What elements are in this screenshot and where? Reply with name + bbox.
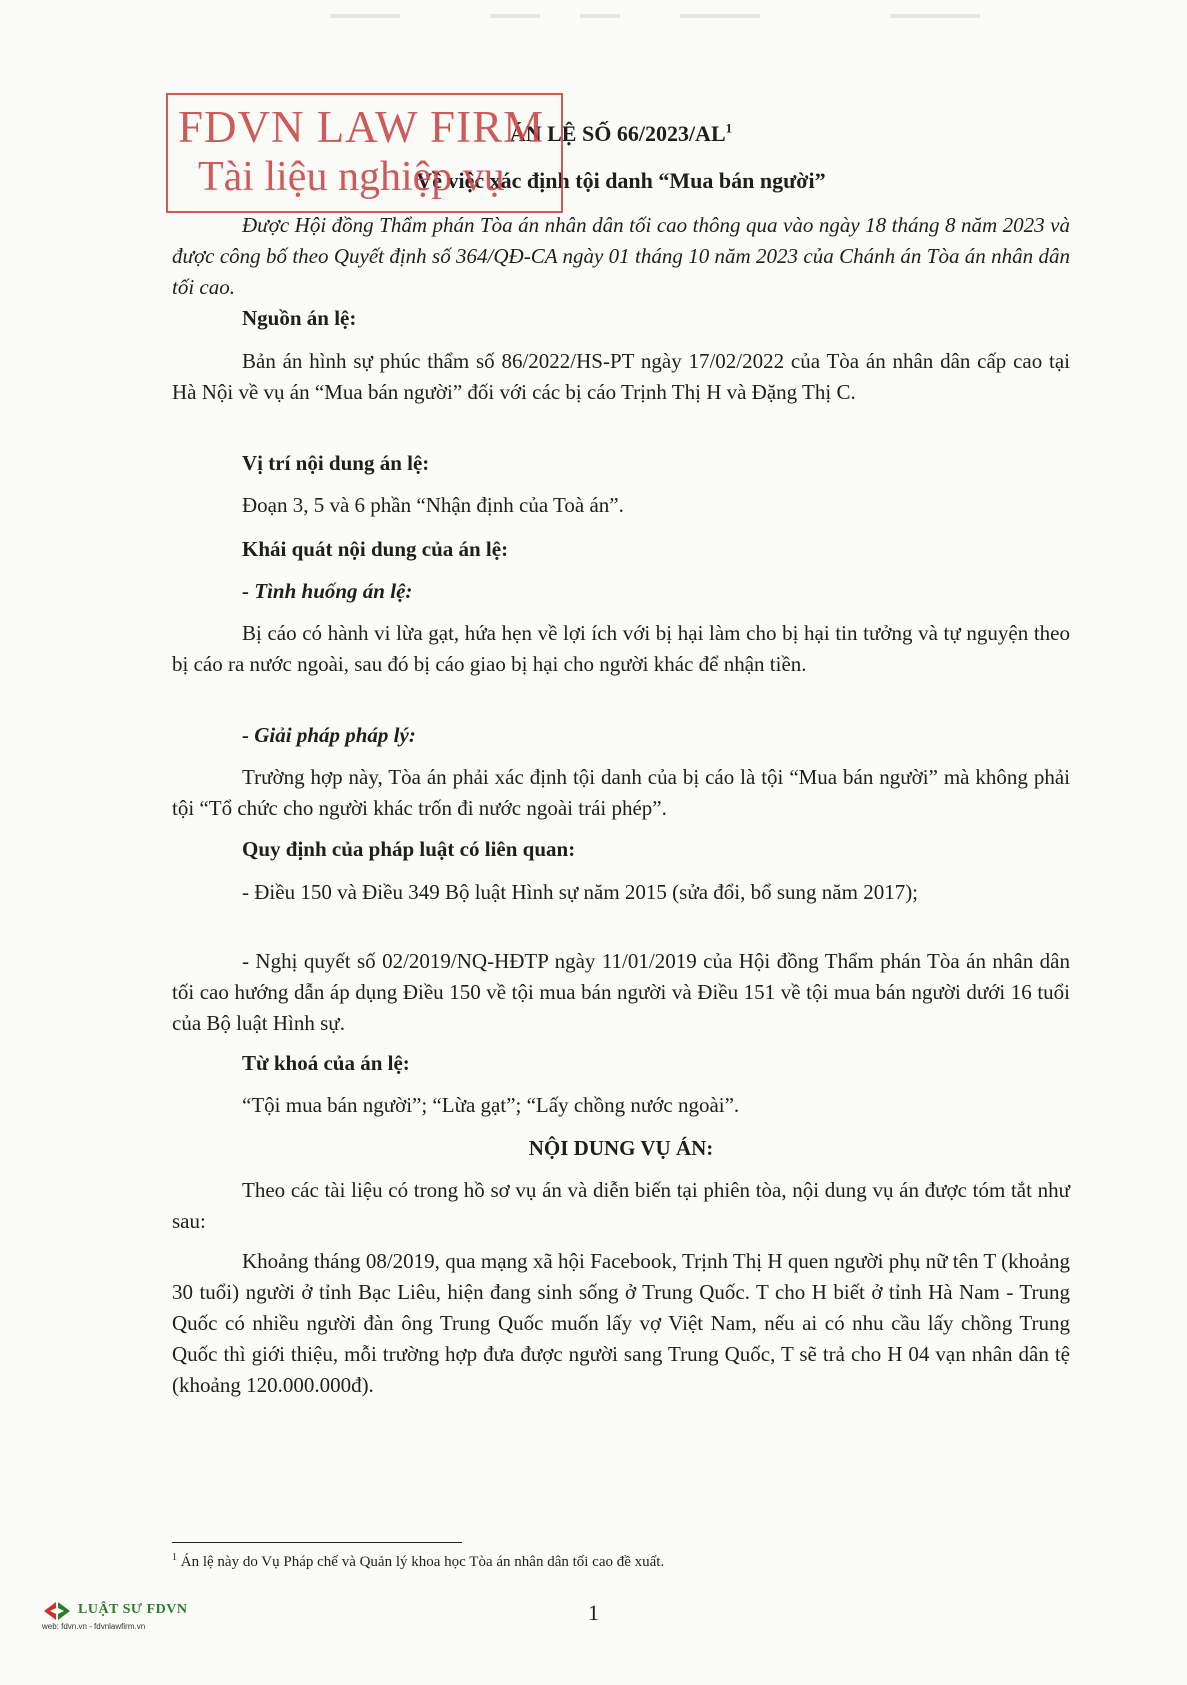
position-heading: Vị trí nội dung án lệ: bbox=[242, 451, 430, 475]
title-footnote-ref: 1 bbox=[725, 120, 733, 136]
footnote-divider bbox=[172, 1542, 462, 1543]
logo-web: web: fdvn.vn - fdvnlawfirm.vn bbox=[42, 1622, 146, 1631]
watermark-stamp bbox=[166, 93, 563, 213]
keywords-paragraph: “Tội mua bán người”; “Lừa gạt”; “Lấy chồng nước ngoài”. bbox=[242, 1093, 740, 1117]
position-paragraph: Đoạn 3, 5 và 6 phần “Nhận định của Toà án”. bbox=[242, 493, 624, 517]
watermark-line-1: FDVN LAW FIRM bbox=[178, 102, 545, 152]
solution-paragraph: Trường hợp này, Tòa án phải xác định tội danh của bị cáo là tội “Mua bán người” mà không phải tội “Tổ chức cho người khác trốn đi nước ngoài trái phép”. bbox=[172, 765, 1070, 820]
source-paragraph: Bản án hình sự phúc thẩm số 86/2022/HS-PT ngày 17/02/2022 của Tòa án nhân dân cấp cao tại Hà Nội về vụ án “Mua bán người” đối với các bị cáo Trịnh Thị H và Đặng Thị C. bbox=[172, 349, 1070, 404]
fdvn-logo bbox=[42, 1600, 212, 1638]
footnote-text: Án lệ này do Vụ Pháp chế và Quản lý khoa học Tòa án nhân dân tối cao đề xuất. bbox=[177, 1554, 665, 1570]
footnote bbox=[172, 1552, 664, 1571]
situation-paragraph: Bị cáo có hành vi lừa gạt, hứa hẹn về lợi ích với bị hại làm cho bị hại tin tưởng và tự nguyện theo bị cáo ra nước ngoài, sau đó bị cáo giao bị hại cho người khác để nhận tiền. bbox=[172, 621, 1070, 676]
source-heading: Nguồn án lệ: bbox=[242, 306, 357, 330]
logo-name: LUẬT SƯ FDVN bbox=[78, 1602, 188, 1617]
scan-bleed-marks bbox=[330, 10, 1030, 24]
watermark-line-2: Tài liệu nghiệp vụ bbox=[198, 154, 505, 200]
keywords-heading: Từ khoá của án lệ: bbox=[242, 1051, 410, 1075]
situation-heading: - Tình huống án lệ: bbox=[242, 579, 413, 603]
case-heading: NỘI DUNG VỤ ÁN: bbox=[528, 1136, 714, 1160]
page-subtitle: Về việc xác định tội danh “Mua bán người” bbox=[416, 168, 826, 193]
case-paragraph-2: Khoảng tháng 08/2019, qua mạng xã hội Facebook, Trịnh Thị H quen người phụ nữ tên T (khoảng 30 tuổi) người ở tỉnh Bạc Liêu, hiện đang sinh sống ở Trung Quốc. T cho H biết ở tỉnh Hà Nam - Trung Quốc có nhiều người đàn ông Trung Quốc muốn lấy vợ Việt Nam, nếu ai có nhu cầu lấy chồng Trung Quốc thì giới thiệu, mỗi trường hợp đưa được người sang Trung Quốc, T sẽ trả cho H 04 vạn nhân dân tệ (khoảng 120.000.000đ). bbox=[172, 1249, 1070, 1397]
case-paragraph-1: Theo các tài liệu có trong hồ sơ vụ án và diễn biến tại phiên tòa, nội dung vụ án được tóm tắt như sau: bbox=[172, 1178, 1070, 1233]
law-heading: Quy định của pháp luật có liên quan: bbox=[242, 837, 576, 861]
fdvn-logo-icon bbox=[42, 1600, 72, 1622]
solution-heading: - Giải pháp pháp lý: bbox=[242, 723, 416, 747]
intro-paragraph: Được Hội đồng Thẩm phán Tòa án nhân dân tối cao thông qua vào ngày 18 tháng 8 năm 2023 và được công bố theo Quyết định số 364/QĐ-CA ngày 01 tháng 10 năm 2023 của Chánh án Tòa án nhân dân tối cao. bbox=[172, 213, 1070, 299]
footnote-ref: 1 bbox=[172, 1552, 177, 1563]
summary-heading: Khái quát nội dung của án lệ: bbox=[242, 537, 509, 561]
page-number: 1 bbox=[588, 1600, 599, 1625]
law-item-2: - Nghị quyết số 02/2019/NQ-HĐTP ngày 11/01/2019 của Hội đồng Thẩm phán Tòa án nhân dân tối cao hướng dẫn áp dụng Điều 150 về tội mua bán người và Điều 151 về tội mua bán người dưới 16 tuổi của Bộ luật Hình sự. bbox=[172, 949, 1070, 1035]
law-item-1: - Điều 150 và Điều 349 Bộ luật Hình sự năm 2015 (sửa đổi, bổ sung năm 2017); bbox=[242, 880, 919, 904]
title-text: ÁN LỆ SỐ 66/2023/AL bbox=[509, 121, 726, 146]
